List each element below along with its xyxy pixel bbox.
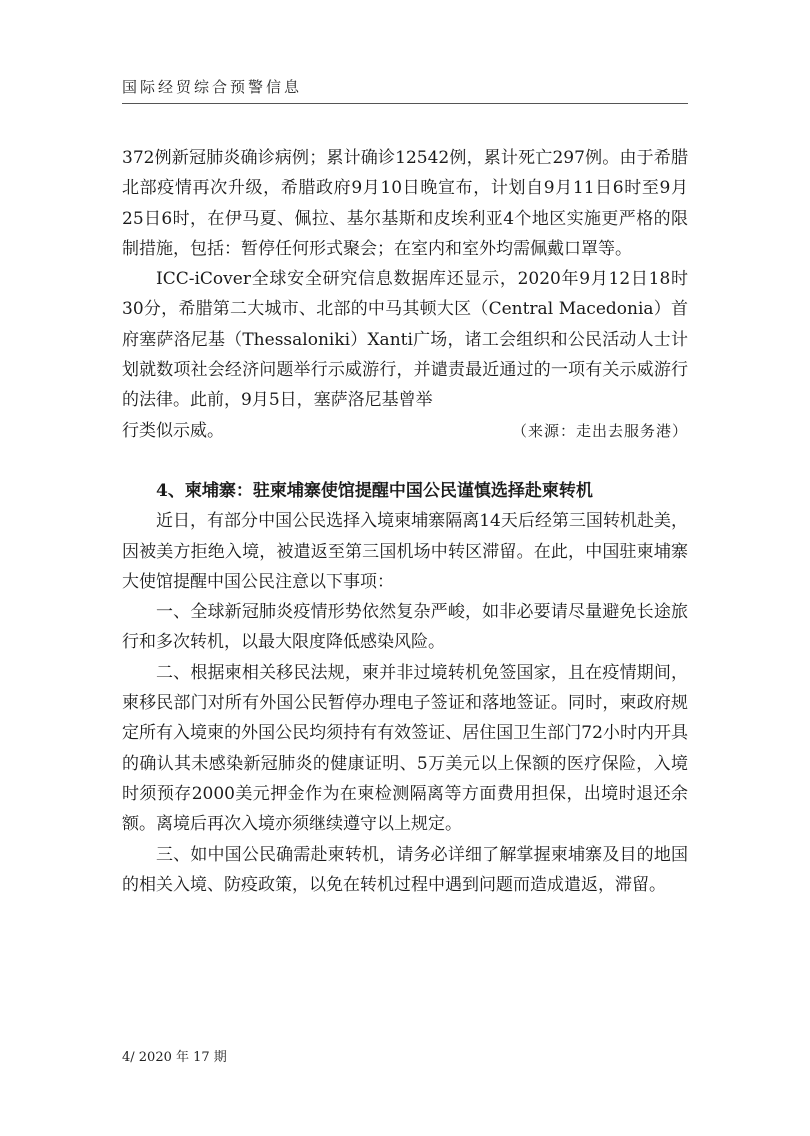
paragraph-item-three: 三、如中国公民确需赴柬转机，请务必详细了解掌握柬埔寨及目的地国的相关入境、防疫政策，以免在转机过程中遇到问题而造成遣返，滞留。 [122,844,688,895]
paragraph-icc-icover: ICC-iCover全球安全研究信息数据库还显示，2020年9月12日18时30分，希腊第二大城市、北部的中马其顿大区（Central Macedonia）首府塞萨洛尼基（Thessaloniki）Xanti广场，诸工会组织和公民活动人士计划就数项社会经济问题举行示威游行，并谴责最近通过的一项有关示威游行的法律。此前，9月5日，塞萨洛尼基曾举 [122,269,688,411]
source-citation: （来源：走出去服务港） [511,421,688,440]
section-heading-cambodia: 4、柬埔寨：驻柬埔寨使馆提醒中国公民谨慎选择赴柬转机 [156,480,593,501]
page-footer: 4/ 2020 年 17 期 [122,1050,227,1065]
article-body [122,143,688,900]
paragraph-item-one: 一、全球新冠肺炎疫情形势依然复杂严峻，如非必要请尽量避免长途旅行和多次转机，以最大限度降低感染风险。 [122,602,688,653]
running-header: 国际经贸综合预警信息 [122,78,303,96]
paragraph-cambodia-intro: 近日，有部分中国公民选择入境柬埔寨隔离14天后经第三国转机赴美，因被美方拒绝入境，被遣返至第三国机场中转区滞留。在此，中国驻柬埔寨大使馆提醒中国公民注意以下事项： [122,511,688,592]
paragraph-item-two: 二、根据柬相关移民法规，柬并非过境转机免签国家，且在疫情期间，柬移民部门对所有外国公民暂停办理电子签证和落地签证。同时，柬政府规定所有入境柬的外国公民均须持有有效签证、居住国卫生部门72小时内开具的确认其未感染新冠肺炎的健康证明、5万美元以上保额的医疗保险，入境时须预存2000美元押金作为在柬检测隔离等方面费用担保，出境时退还余额。离境后再次入境亦须继续遵守以上规定。 [122,662,688,835]
paragraph-greece-cases: 372例新冠肺炎确诊病例；累计确诊12542例，累计死亡297例。由于希腊北部疫情再次升级，希腊政府9月10日晚宣布，计划自9月11日6时至9月25日6时，在伊马夏、佩拉、基尔基斯和皮埃利亚4个地区实施更严格的限制措施，包括：暂停任何形式聚会；在室内和室外均需佩戴口罩等。 [122,148,688,259]
source-line [122,416,688,446]
header-divider [122,103,688,104]
paragraph-continuation: 行类似示威。 [122,420,224,441]
